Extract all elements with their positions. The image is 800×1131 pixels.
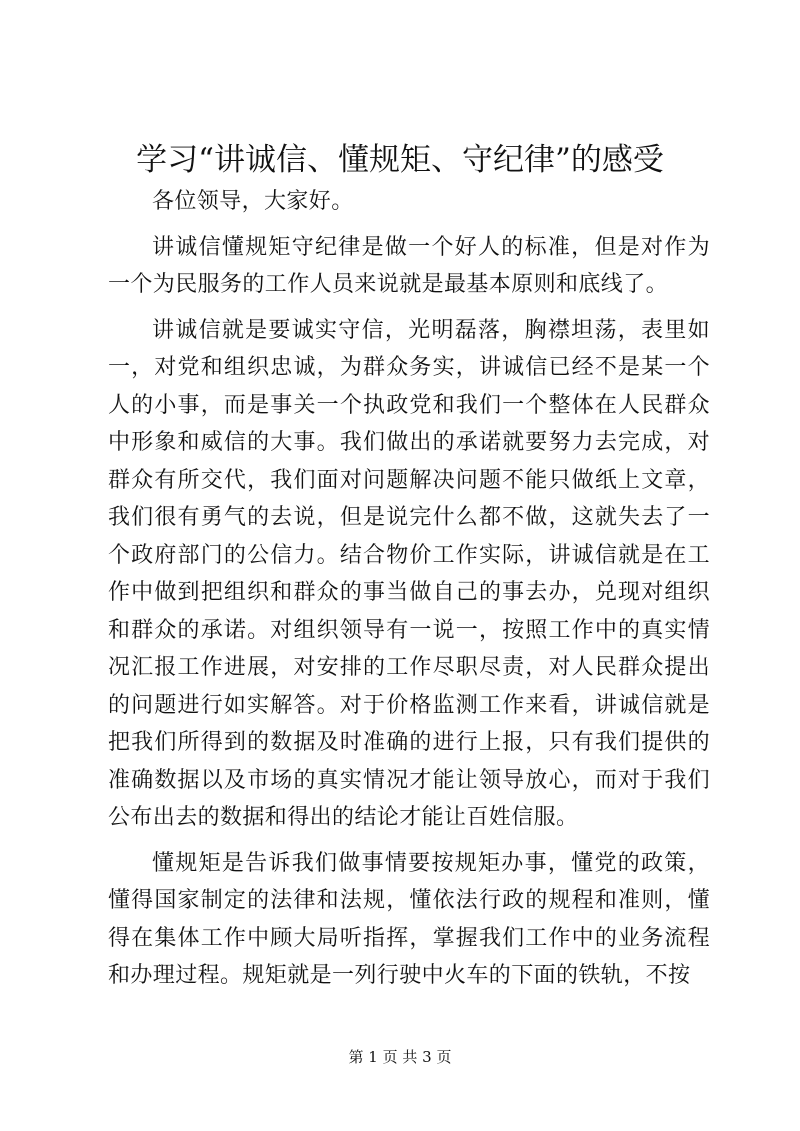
paragraph-rules: 懂规矩是告诉我们做事情要按规矩办事，懂党的政策，懂得国家制定的法律和法规，懂依法行政的规程和准则，懂得在集体工作中顾大局听指挥，掌握我们工作中的业务流程和办理过程。规矩就是一列行驶中火车的下面的铁轨，不按 — [108, 850, 710, 988]
paragraph-integrity: 讲诚信就是要诚实守信，光明磊落，胸襟坦荡，表里如一，对党和组织忠诚，为群众务实，讲诚信已经不是某一个人的小事，而是事关一个执政党和我们一个整体在人民群众中形象和威信的大事。我们做出的承诺就要努力去完成，对群众有所交代，我们面对问题解决问题不能只做纸上文章，我们很有勇气的去说，但是说完什么都不做，这就失去了一个政府部门的公信力。结合物价工作实际，讲诚信就是在工作中做到把组织和群众的事当做自己的事去办，兑现对组织和群众的承诺。对组织领导有一说一，按照工作中的真实情况汇报工作进展，对安排的工作尽职尽责，对人民群众提出的问题进行如实解答。对于价格监测工作来看，讲诚信就是把我们所得到的数据及时准确的进行上报，只有我们提供的准确数据以及市场的真实情况才能让领导放心，而对于我们公布出去的数据和得出的结论才能让百姓信服。 — [108, 317, 710, 830]
paragraph-intro: 讲诚信懂规矩守纪律是做一个好人的标准，但是对作为一个为民服务的工作人员来说就是最基本原则和底线了。 — [108, 234, 710, 297]
paragraph-greeting: 各位领导，大家好。 — [152, 189, 354, 214]
document-body — [108, 183, 710, 1003]
page-footer: 第 1 页 共 3 页 — [348, 1048, 452, 1066]
document-title: 学习“讲诚信、懂规矩、守纪律”的感受 — [136, 142, 664, 178]
